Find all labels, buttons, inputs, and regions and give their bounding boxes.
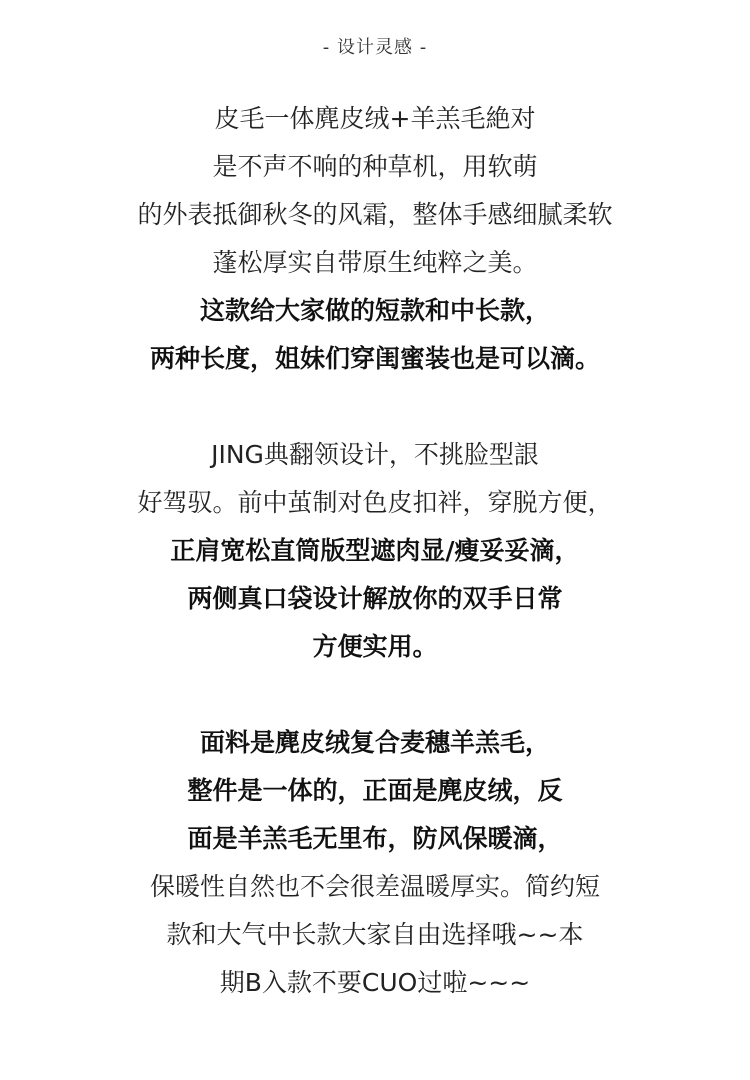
paragraph-fabric-info [0,719,750,1007]
text-line: 蓬松厚实自带原生纯粹之美。 [212,248,538,277]
text-line: 皮毛一体麂皮绒+羊羔毛絶对 [214,104,536,133]
text-line: 保暖性自然也不会很差温暖厚实。简约短 [149,872,600,901]
text-line: 是不声不响的种草机，用软萌 [212,152,538,181]
text-line: 好驾驭。前中茧制对色皮扣袢，穿脱方便， [137,488,613,517]
text-line: JING典翻领设计，不挑脸型詪 [211,440,539,469]
text-line-bold: 这款给大家做的短款和中长款， [199,296,550,325]
paragraph-material-intro [0,95,750,383]
text-line-bold: 两种长度，姐妹们穿闺蜜装也是可以滴。 [149,344,600,373]
paragraph-spacer [0,383,750,431]
text-line-bold: 面料是麂皮绒复合麦穗羊羔毛， [199,728,550,757]
text-line: 的外表抵御秋冬的风霜，整体手感细腻柔软 [137,200,613,229]
section-title: - 设计灵感 - [322,37,428,58]
text-line: 款和大气中长款大家自由选择哦~~本 [166,920,584,949]
text-line-bold: 整件是一体的，正面是麂皮绒，反 [187,776,563,805]
text-line-bold: 正肩宽松直筒版型遮肉显/瘦妥妥滴， [170,536,580,565]
paragraph-design-details [0,431,750,671]
text-line: 期B入款不要CUO过啦~~~ [219,968,531,997]
description-body [0,95,750,1007]
text-line-bold: 面是羊羔毛无里布，防风保暖滴， [187,824,563,853]
paragraph-spacer [0,671,750,719]
text-line-bold: 两侧真口袋设计解放你的双手日常 [187,584,563,613]
text-line-bold: 方便实用。 [312,632,438,661]
